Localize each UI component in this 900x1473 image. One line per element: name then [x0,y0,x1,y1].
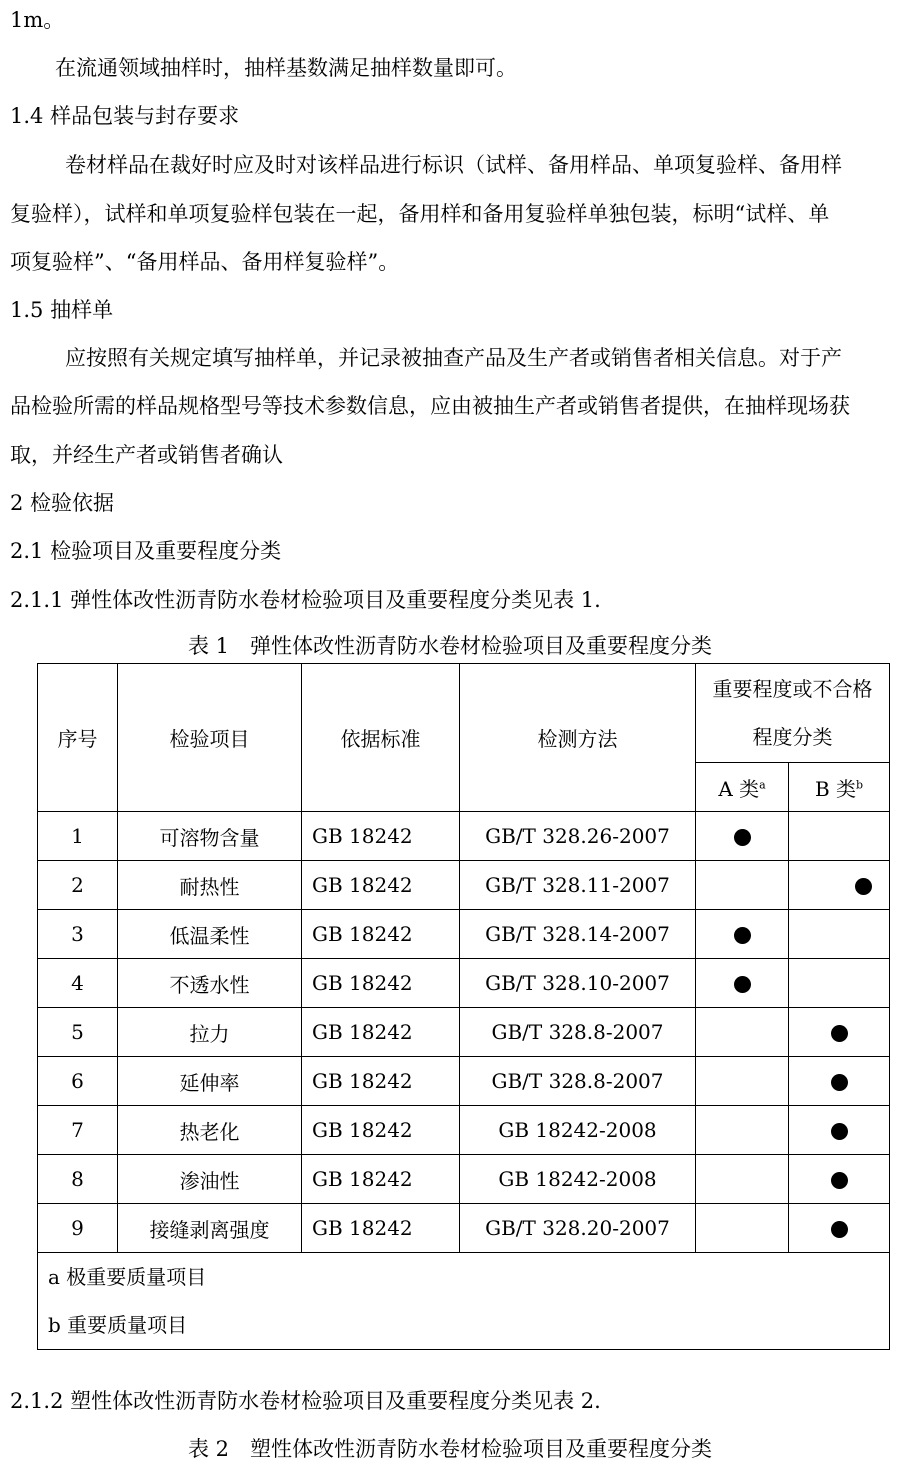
filled-dot-icon [734,976,751,993]
cell-item: 热老化 [118,1106,302,1155]
cell-class-a [696,861,789,910]
paragraph-sampling-sheet-line1: 应按照有关规定填写抽样单，并记录被抽查产品及生产者或销售者相关信息。对于产 [65,346,842,370]
cell-no: 5 [38,1008,118,1057]
cell-class-a [696,959,789,1008]
cell-class-b [789,910,890,959]
cell-no: 4 [38,959,118,1008]
cell-method: GB 18242-2008 [460,1155,696,1204]
table-row [38,861,890,910]
header-no: 序号 [38,664,118,812]
cell-class-b [789,959,890,1008]
cell-no: 2 [38,861,118,910]
cell-no: 3 [38,910,118,959]
cell-method: GB/T 328.20-2007 [460,1204,696,1253]
table-row [38,959,890,1008]
cell-class-a [696,812,789,861]
filled-dot-icon [831,1172,848,1189]
cell-class-a [696,1155,789,1204]
header-class-a-label: A 类 [718,776,760,801]
cell-standard: GB 18242 [302,1106,460,1155]
note-b: b 重要质量项目 [48,1313,188,1337]
filled-dot-icon [734,927,751,944]
paragraph-packaging-line3: 项复验样”、“备用样品、备用样复验样”。 [10,250,400,274]
cell-no: 6 [38,1057,118,1106]
cell-item: 渗油性 [118,1155,302,1204]
table-notes [38,1253,890,1350]
cell-method: GB/T 328.11-2007 [460,861,696,910]
cell-class-a [696,1106,789,1155]
cell-item: 拉力 [118,1008,302,1057]
table-notes-row [38,1253,890,1350]
table1 [37,663,890,1350]
table-row [38,1057,890,1106]
cell-method: GB/T 328.14-2007 [460,910,696,959]
cell-item: 可溶物含量 [118,812,302,861]
cell-class-b [789,1155,890,1204]
cell-class-b [789,1204,890,1253]
cell-item: 接缝剥离强度 [118,1204,302,1253]
heading-2: 2 检验依据 [10,491,115,515]
table1-caption: 表 1 弹性体改性沥青防水卷材检验项目及重要程度分类 [187,634,713,658]
cell-no: 9 [38,1204,118,1253]
header-standard: 依据标准 [302,664,460,812]
table-row [38,1204,890,1253]
paragraph-packaging-line1: 卷材样品在裁好时应及时对该样品进行标识（试样、备用样品、单项复验样、备用样 [65,153,842,177]
cell-standard: GB 18242 [302,1057,460,1106]
table-row [38,1155,890,1204]
cell-standard: GB 18242 [302,910,460,959]
cell-no: 7 [38,1106,118,1155]
filled-dot-icon [831,1123,848,1140]
header-class-b-label: B 类 [814,776,856,801]
cell-class-b [789,861,890,910]
heading-2-1-1: 2.1.1 弹性体改性沥青防水卷材检验项目及重要程度分类见表 1. [10,588,601,612]
cell-class-a [696,1008,789,1057]
cell-item: 延伸率 [118,1057,302,1106]
cell-standard: GB 18242 [302,959,460,1008]
header-class-a [696,763,789,812]
paragraph-circulation-sampling: 在流通领域抽样时，抽样基数满足抽样数量即可。 [55,56,517,80]
filled-dot-icon [831,1074,848,1091]
table2-caption: 表 2 塑性体改性沥青防水卷材检验项目及重要程度分类 [187,1437,713,1461]
heading-1-4: 1.4 样品包装与封存要求 [10,104,240,128]
filled-dot-icon [734,829,751,846]
cell-method: GB 18242-2008 [460,1106,696,1155]
cell-class-b [789,1057,890,1106]
text-line-1m: 1m。 [10,8,65,32]
cell-item: 低温柔性 [118,910,302,959]
header-class-group-text: 重要程度或不合格程度分类 [712,677,873,749]
filled-dot-icon [855,878,872,895]
paragraph-sampling-sheet-line3: 取，并经生产者或销售者确认 [10,443,283,467]
filled-dot-icon [831,1221,848,1238]
cell-standard: GB 18242 [302,861,460,910]
cell-method: GB/T 328.8-2007 [460,1057,696,1106]
cell-item: 耐热性 [118,861,302,910]
table-row [38,1106,890,1155]
header-class-b [789,763,890,812]
cell-class-b [789,1008,890,1057]
cell-standard: GB 18242 [302,1155,460,1204]
paragraph-packaging-line2: 复验样），试样和单项复验样包装在一起，备用样和备用复验样单独包装，标明“试样、单 [10,202,830,226]
table-row [38,1008,890,1057]
cell-standard: GB 18242 [302,1008,460,1057]
header-item: 检验项目 [118,664,302,812]
note-a: a 极重要质量项目 [48,1265,207,1289]
heading-2-1-2: 2.1.2 塑性体改性沥青防水卷材检验项目及重要程度分类见表 2. [10,1389,601,1413]
filled-dot-icon [831,1025,848,1042]
header-class-group [696,664,890,763]
cell-item: 不透水性 [118,959,302,1008]
cell-class-a [696,1204,789,1253]
cell-class-b [789,812,890,861]
cell-no: 1 [38,812,118,861]
cell-class-b [789,1106,890,1155]
footnote-marker-b: b [856,777,864,791]
heading-2-1: 2.1 检验项目及重要程度分类 [10,539,282,563]
cell-class-a [696,1057,789,1106]
cell-method: GB/T 328.26-2007 [460,812,696,861]
paragraph-sampling-sheet-line2: 品检验所需的样品规格型号等技术参数信息，应由被抽生产者或销售者提供，在抽样现场获 [10,394,850,418]
cell-method: GB/T 328.8-2007 [460,1008,696,1057]
table-row [38,910,890,959]
footnote-marker-a: a [759,777,766,791]
cell-class-a [696,910,789,959]
cell-standard: GB 18242 [302,812,460,861]
heading-1-5: 1.5 抽样单 [10,298,114,322]
cell-standard: GB 18242 [302,1204,460,1253]
table-row [38,812,890,861]
cell-method: GB/T 328.10-2007 [460,959,696,1008]
header-method: 检测方法 [460,664,696,812]
cell-no: 8 [38,1155,118,1204]
